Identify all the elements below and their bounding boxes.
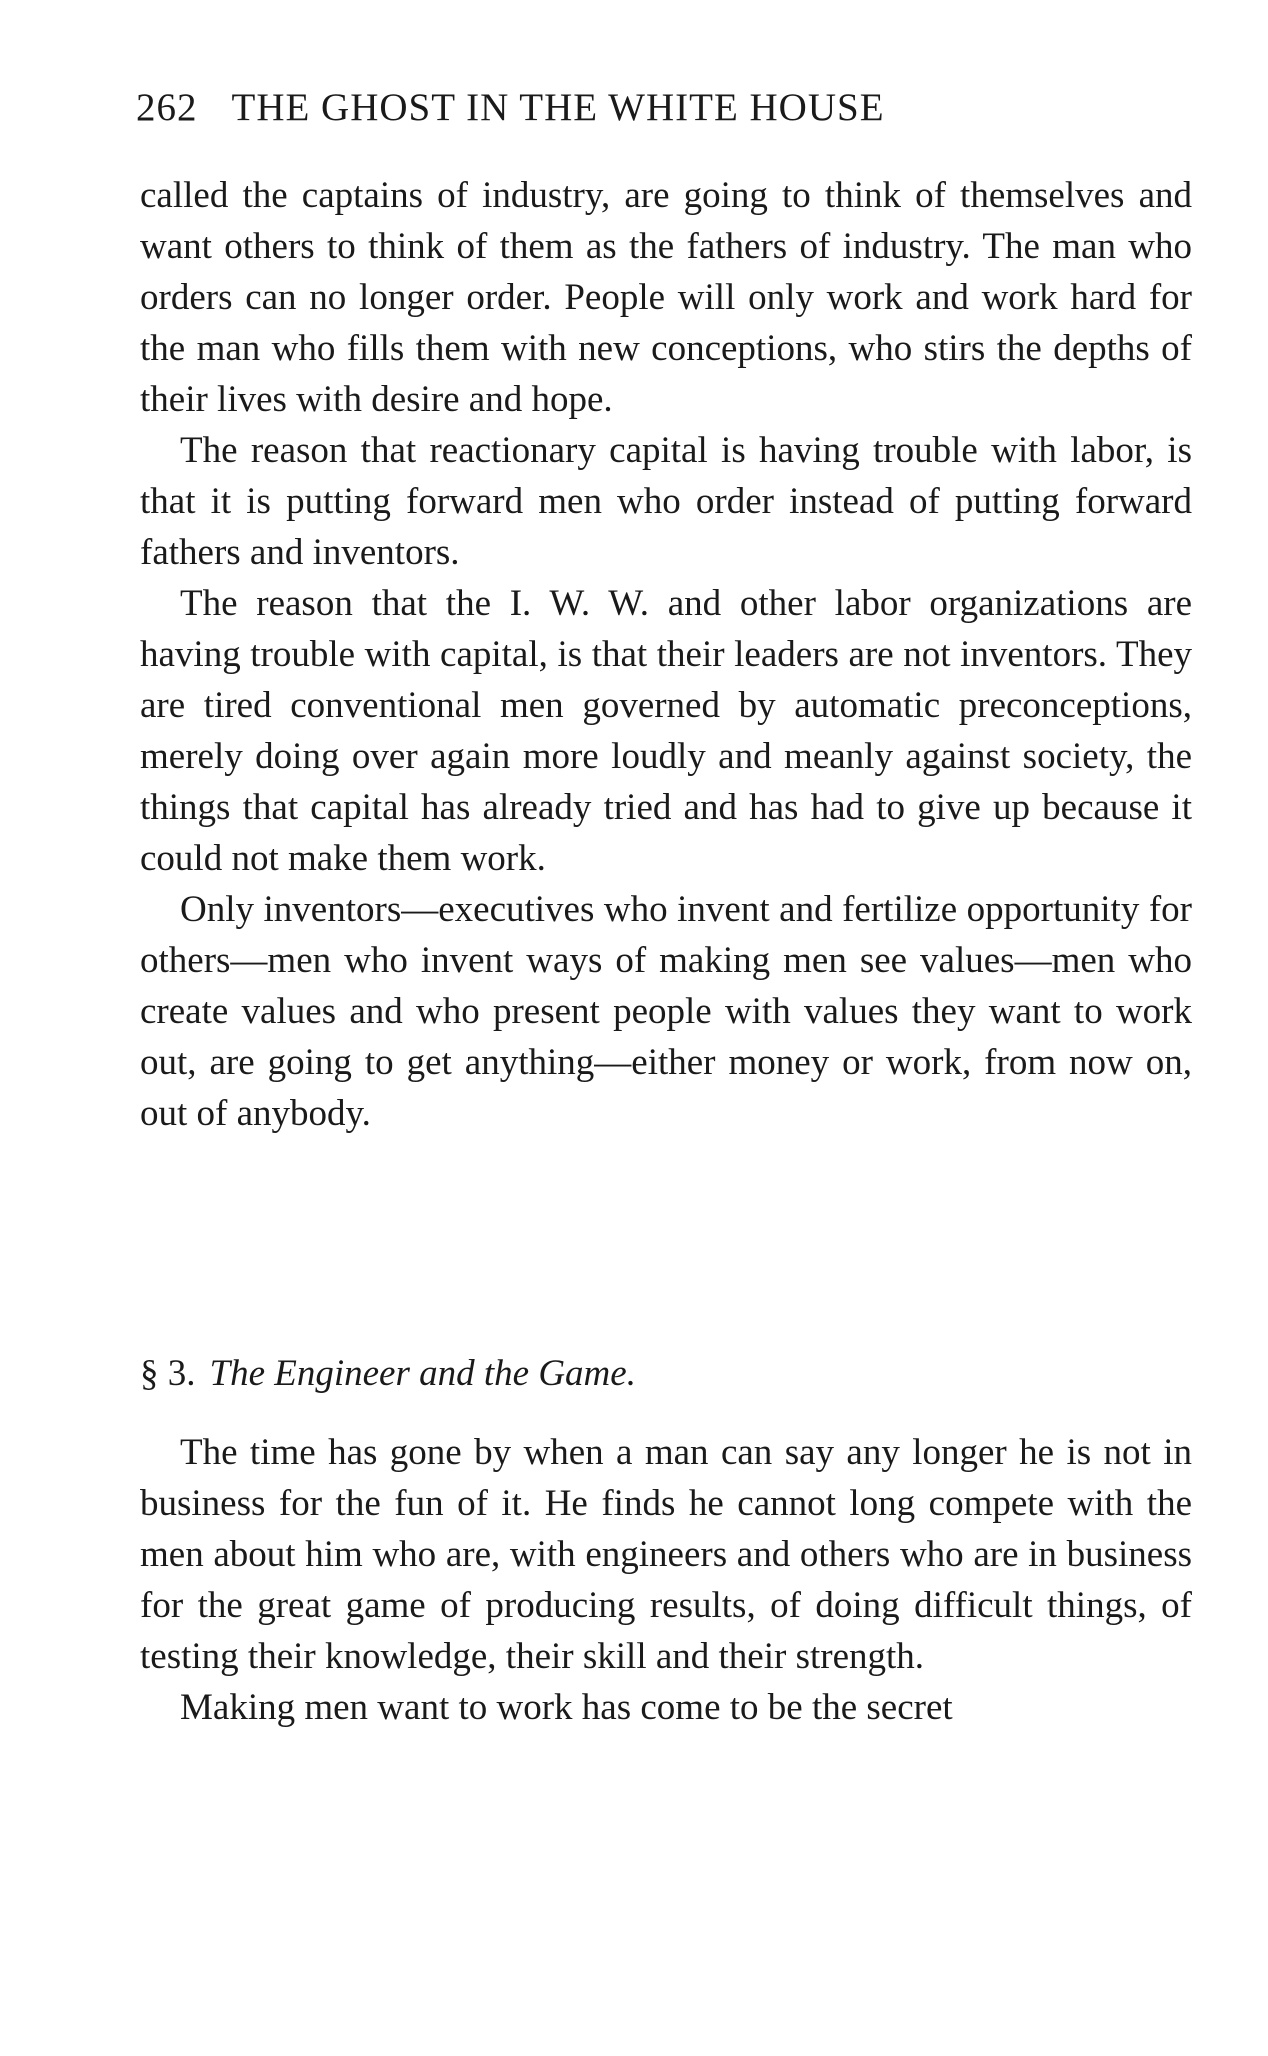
paragraph: The time has gone by when a man can say any longer he is not in business for the fun of it. He finds he cannot long compete with the men about him who are, with engineers and others who are in business for the great game of producing results, of doing difficult things, of testing their knowledge, their skill and their strength.	[140, 1432, 1192, 1677]
section-number: § 3.	[140, 1353, 196, 1394]
paragraph: Making men want to work has come to be the secret	[180, 1687, 953, 1728]
paragraph: Only inventors—executives who invent and fertilize opportunity for others—men who invent ways of making men see values—men who create values and who present people with values they want to work out, are going to get anything—either money or work, from now on, out of anybody.	[140, 889, 1192, 1134]
section-body-text	[140, 1427, 1192, 1733]
paragraph: The reason that the I. W. W. and other labor organizations are having trouble with capital, is that their leaders are not inventors. They are tired conventional men governed by automatic preconceptions, merely doing over again more loudly and meanly against society, the things that capital has already tried and has had to give up because it could not make them work.	[140, 583, 1192, 879]
page-number: 262	[136, 86, 198, 129]
paragraph: called the captains of industry, are going to think of themselves and want others to think of them as the fathers of industry. The man who orders can no longer order. People will only work and work hard for the man who fills them with new conceptions, who stirs the depths of their lives with desire and hope.	[140, 175, 1192, 420]
section-title: The Engineer and the Game.	[209, 1353, 636, 1394]
body-text	[140, 170, 1192, 1139]
running-title: THE GHOST IN THE WHITE HOUSE	[231, 86, 885, 129]
paragraph: The reason that reactionary capital is having trouble with labor, is that it is putting forward men who order instead of putting forward fathers and inventors.	[140, 430, 1192, 573]
running-head	[136, 84, 1136, 132]
section-heading	[140, 1350, 1192, 1398]
